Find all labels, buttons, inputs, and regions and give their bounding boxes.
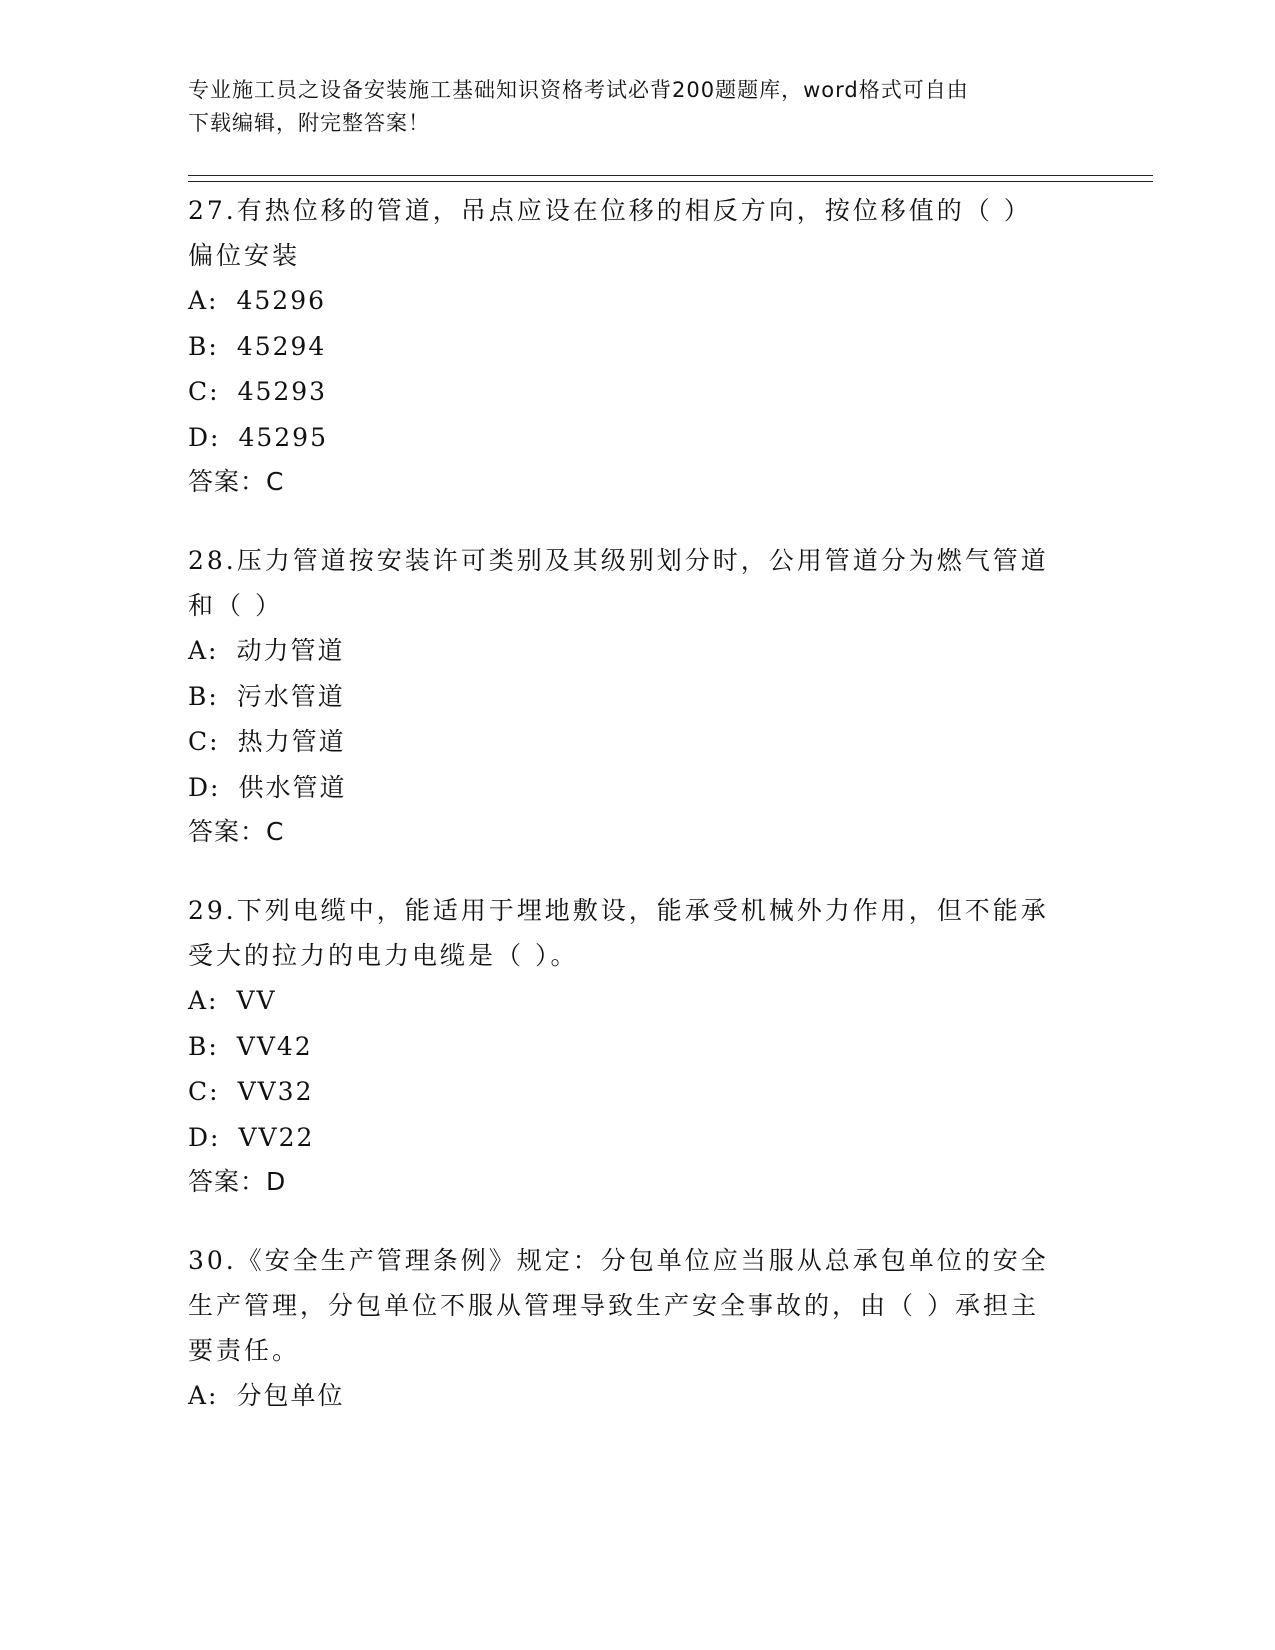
- option-text: 动力管道: [236, 636, 345, 665]
- option-text: 45293: [237, 377, 328, 406]
- option-letter: A:: [188, 986, 219, 1015]
- header-line-2: 下载编辑，附完整答案！: [188, 111, 430, 135]
- stem-line: 28.压力管道按安装许可类别及其级别划分时，公用管道分为燃气管道: [188, 546, 1049, 575]
- option-a: [188, 628, 1088, 674]
- answer-line: 答案：D: [188, 1167, 287, 1196]
- option-text: 45295: [238, 422, 328, 452]
- question-stem: [188, 188, 1088, 278]
- answer-line: 答案：C: [188, 817, 285, 846]
- question-stem: [188, 538, 1088, 628]
- option-a: [188, 1373, 1088, 1419]
- stem-line: 30.《安全生产管理条例》规定：分包单位应当服从总承包单位的安全: [188, 1246, 1049, 1275]
- question-28: [188, 538, 1088, 854]
- answer-line: 答案：C: [188, 467, 285, 496]
- header-divider-top: [188, 175, 1153, 176]
- option-d: [188, 1115, 1088, 1161]
- question-stem: [188, 1238, 1088, 1373]
- option-text: 45296: [236, 286, 327, 315]
- header-line-1: 专业施工员之设备安装施工基础知识资格考试必背200题题库，word格式可自由: [188, 78, 969, 102]
- stem-line: 要责任。: [188, 1336, 301, 1365]
- option-text: 45294: [236, 331, 327, 361]
- stem-line: 27.有热位移的管道，吊点应设在位移的相反方向，按位移值的（ ）: [188, 196, 1032, 225]
- question-stem: [188, 888, 1088, 978]
- stem-line: 偏位安装: [188, 241, 301, 270]
- option-letter: A:: [188, 286, 219, 315]
- option-a: [188, 978, 1088, 1024]
- header-divider-bottom: [188, 181, 1153, 182]
- option-text: 分包单位: [236, 1381, 345, 1410]
- option-text: VV: [236, 986, 277, 1015]
- option-text: VV42: [236, 1031, 313, 1061]
- option-text: VV32: [237, 1077, 314, 1106]
- option-letter: A:: [188, 1381, 219, 1410]
- option-d: [188, 415, 1088, 461]
- option-letter: B:: [188, 331, 219, 361]
- option-text: 热力管道: [237, 727, 346, 756]
- option-letter: C:: [188, 1077, 220, 1106]
- option-b: [188, 1024, 1088, 1070]
- option-letter: D:: [188, 772, 221, 802]
- option-letter: D:: [188, 1122, 221, 1152]
- stem-line: 29.下列电缆中，能适用于埋地敷设，能承受机械外力作用，但不能承: [188, 896, 1049, 925]
- option-letter: C:: [188, 377, 220, 406]
- stem-line: 和（ ）: [188, 591, 283, 620]
- question-30: [188, 1238, 1088, 1419]
- option-d: [188, 765, 1088, 811]
- question-27: [188, 188, 1088, 504]
- option-letter: B:: [188, 1031, 219, 1061]
- option-b: [188, 324, 1088, 370]
- option-letter: B:: [188, 681, 219, 711]
- option-letter: A:: [188, 636, 219, 665]
- option-letter: D:: [188, 422, 221, 452]
- option-b: [188, 674, 1088, 720]
- document-header: [188, 74, 1068, 140]
- option-a: [188, 278, 1088, 324]
- option-letter: C:: [188, 727, 220, 756]
- question-29: [188, 888, 1088, 1204]
- option-text: 污水管道: [236, 681, 345, 711]
- stem-line: 生产管理，分包单位不服从管理导致生产安全事故的，由（ ）承担主: [188, 1291, 1039, 1320]
- option-text: VV22: [238, 1122, 315, 1152]
- option-c: [188, 1069, 1088, 1115]
- question-list: [188, 188, 1088, 1453]
- option-c: [188, 719, 1088, 765]
- stem-line: 受大的拉力的电力电缆是（ ）。: [188, 941, 579, 970]
- option-c: [188, 369, 1088, 415]
- option-text: 供水管道: [238, 772, 347, 802]
